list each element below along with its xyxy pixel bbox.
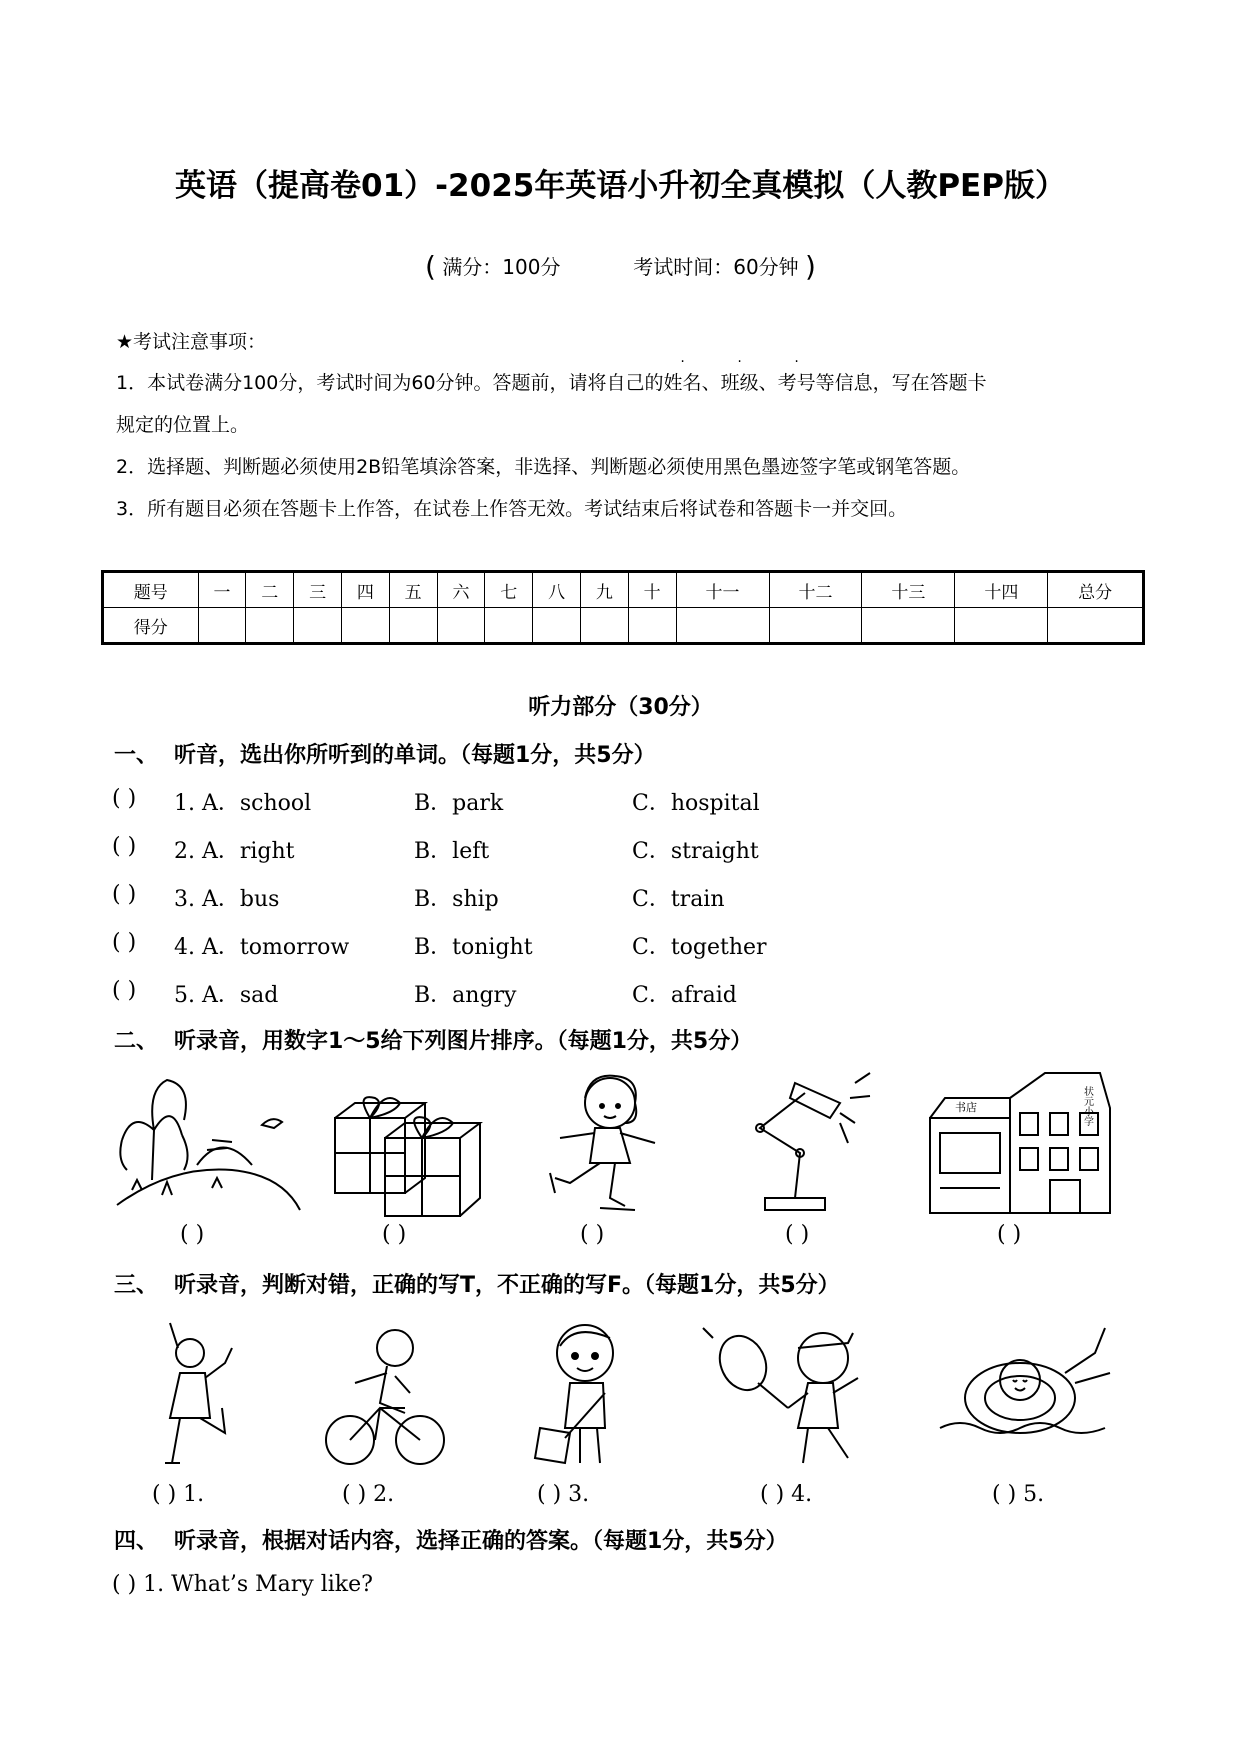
separator: 、 — [701, 372, 721, 394]
subtitle-open-paren: ( — [425, 250, 436, 283]
question-number: 三、 — [114, 1273, 159, 1298]
emphasis-class: 班级 — [720, 372, 759, 394]
table-cell: 五 — [389, 572, 437, 608]
answer-blank: ( ) — [112, 786, 137, 811]
option-b: B．angry — [414, 983, 517, 1008]
question-number: 二、 — [114, 1029, 159, 1054]
full-score: 满分：100分 — [442, 255, 561, 279]
answer-blank: ( ) — [785, 1222, 810, 1247]
option-a: 3. A．bus — [174, 887, 280, 912]
bookstore-and-school-building-image — [925, 1068, 1115, 1218]
notice-item-1-cont: 规定的位置上。 — [116, 414, 250, 436]
option-c: C．afraid — [632, 983, 737, 1008]
option-c: C．together — [632, 935, 767, 960]
notice-item-2: 2．选择题、判断题必须使用2B铅笔填涂答案，非选择、判断题必须使用黑色墨迹签字笔或钢笔答题。 — [116, 456, 971, 478]
question-title: 听录音，判断对错，正确的写T，不正确的写F。（每题1分，共5分） — [174, 1273, 840, 1298]
school-sign: 状元小学 — [1081, 1086, 1093, 1126]
score-cell — [862, 608, 955, 644]
score-cell — [955, 608, 1048, 644]
notice-item-1-text: 1．本试卷满分100分，考试时间为60分钟。答题前，请将自己的 — [116, 372, 664, 394]
score-cell — [437, 608, 485, 644]
question-number: 四、 — [114, 1529, 159, 1554]
notice-item-3: 3．所有题目必须在答题卡上作答，在试卷上作答无效。考试结束后将试卷和答题卡一并交回。 — [116, 498, 908, 520]
score-cell — [389, 608, 437, 644]
question-1-heading — [114, 738, 656, 769]
notice-item-1 — [116, 368, 987, 395]
table-cell: 十三 — [862, 572, 955, 608]
score-cell — [628, 608, 676, 644]
question-2-heading — [114, 1024, 752, 1055]
table-cell: 十 — [628, 572, 676, 608]
question-title: 听录音，根据对话内容，选择正确的答案。（每题1分，共5分） — [174, 1529, 788, 1554]
park-landscape-image — [112, 1070, 302, 1220]
boy-playing-badminton-image — [688, 1318, 888, 1468]
table-cell: 九 — [580, 572, 628, 608]
exam-time: 考试时间：60分钟 — [633, 255, 799, 279]
girl-skating-image — [540, 1068, 670, 1218]
page-title: 英语（提高卷01）-2025年英语小升初全真模拟（人教PEP版） — [175, 168, 1066, 204]
option-b: B．left — [414, 839, 490, 864]
emphasis-id: 考号 — [777, 372, 816, 394]
table-cell: 十二 — [769, 572, 862, 608]
boy-swimming-image — [935, 1318, 1115, 1468]
answer-blank: ( ) — [580, 1222, 605, 1247]
desk-lamp-image — [740, 1068, 880, 1218]
score-table — [101, 570, 1145, 645]
listening-title: 听力部分（30分） — [528, 695, 713, 720]
score-cell — [294, 608, 342, 644]
answer-blank: ( ) — [112, 882, 137, 907]
table-cell: 八 — [533, 572, 581, 608]
option-a: 2. A．right — [174, 839, 295, 864]
answer-blank: ( ) — [180, 1222, 205, 1247]
question-number: 一、 — [114, 743, 159, 768]
score-cell — [769, 608, 862, 644]
answer-blank: ( ) 4. — [760, 1482, 813, 1507]
separator: 、 — [758, 372, 778, 394]
option-a: 1. A．school — [174, 791, 312, 816]
question-4-item-1: ( ) 1. What’s Mary like? — [112, 1572, 373, 1597]
exam-info — [0, 250, 1241, 283]
table-cell: 六 — [437, 572, 485, 608]
boy-riding-bike-image — [325, 1318, 445, 1468]
option-a: 5. A．sad — [174, 983, 279, 1008]
option-c: C．straight — [632, 839, 759, 864]
table-cell: 总分 — [1048, 572, 1144, 608]
gift-boxes-image — [325, 1078, 495, 1218]
question-title: 听音，选出你所听到的单词。（每题1分，共5分） — [174, 743, 656, 768]
question-title: 听录音，用数字1～5给下列图片排序。（每题1分，共5分） — [174, 1029, 753, 1054]
score-cell — [485, 608, 533, 644]
notice-heading: ★考试注意事项： — [116, 331, 267, 353]
table-cell: 得分 — [103, 608, 199, 644]
option-c: C．hospital — [632, 791, 760, 816]
score-cell — [198, 608, 246, 644]
question-3-heading — [114, 1268, 840, 1299]
answer-blank: ( ) 1. — [152, 1482, 205, 1507]
boy-sweeping-floor-image — [525, 1318, 645, 1468]
answer-blank: ( ) 5. — [992, 1482, 1045, 1507]
table-cell: 四 — [341, 572, 389, 608]
answer-blank: ( ) — [382, 1222, 407, 1247]
option-b: B．ship — [414, 887, 499, 912]
bookstore-sign: 书店 — [955, 1101, 977, 1114]
table-cell: 七 — [485, 572, 533, 608]
notice-item-1-end: 等信息，写在答题卡 — [815, 372, 987, 394]
option-a: 4. A．tomorrow — [174, 935, 350, 960]
option-b: B．tonight — [414, 935, 533, 960]
answer-blank: ( ) 2. — [342, 1482, 395, 1507]
question-4-heading — [114, 1524, 788, 1555]
score-table-row — [103, 608, 1144, 644]
score-table-header — [103, 572, 1144, 608]
table-cell: 十一 — [676, 572, 769, 608]
score-cell — [341, 608, 389, 644]
option-b: B．park — [414, 791, 504, 816]
table-cell: 题号 — [103, 572, 199, 608]
emphasis-name: 姓名 — [663, 372, 702, 394]
score-cell — [580, 608, 628, 644]
table-cell: 一 — [198, 572, 246, 608]
answer-blank: ( ) 3. — [537, 1482, 590, 1507]
table-cell: 三 — [294, 572, 342, 608]
answer-blank: ( ) — [112, 834, 137, 859]
table-cell: 二 — [246, 572, 294, 608]
subtitle-close-paren: ) — [805, 250, 816, 283]
table-cell: 十四 — [955, 572, 1048, 608]
score-cell — [676, 608, 769, 644]
score-cell — [246, 608, 294, 644]
answer-blank: ( ) — [112, 930, 137, 955]
score-cell — [1048, 608, 1144, 644]
score-cell — [533, 608, 581, 644]
option-c: C．train — [632, 887, 725, 912]
tai-chi-man-image — [150, 1318, 240, 1468]
answer-blank: ( ) — [997, 1222, 1022, 1247]
answer-blank: ( ) — [112, 978, 137, 1003]
